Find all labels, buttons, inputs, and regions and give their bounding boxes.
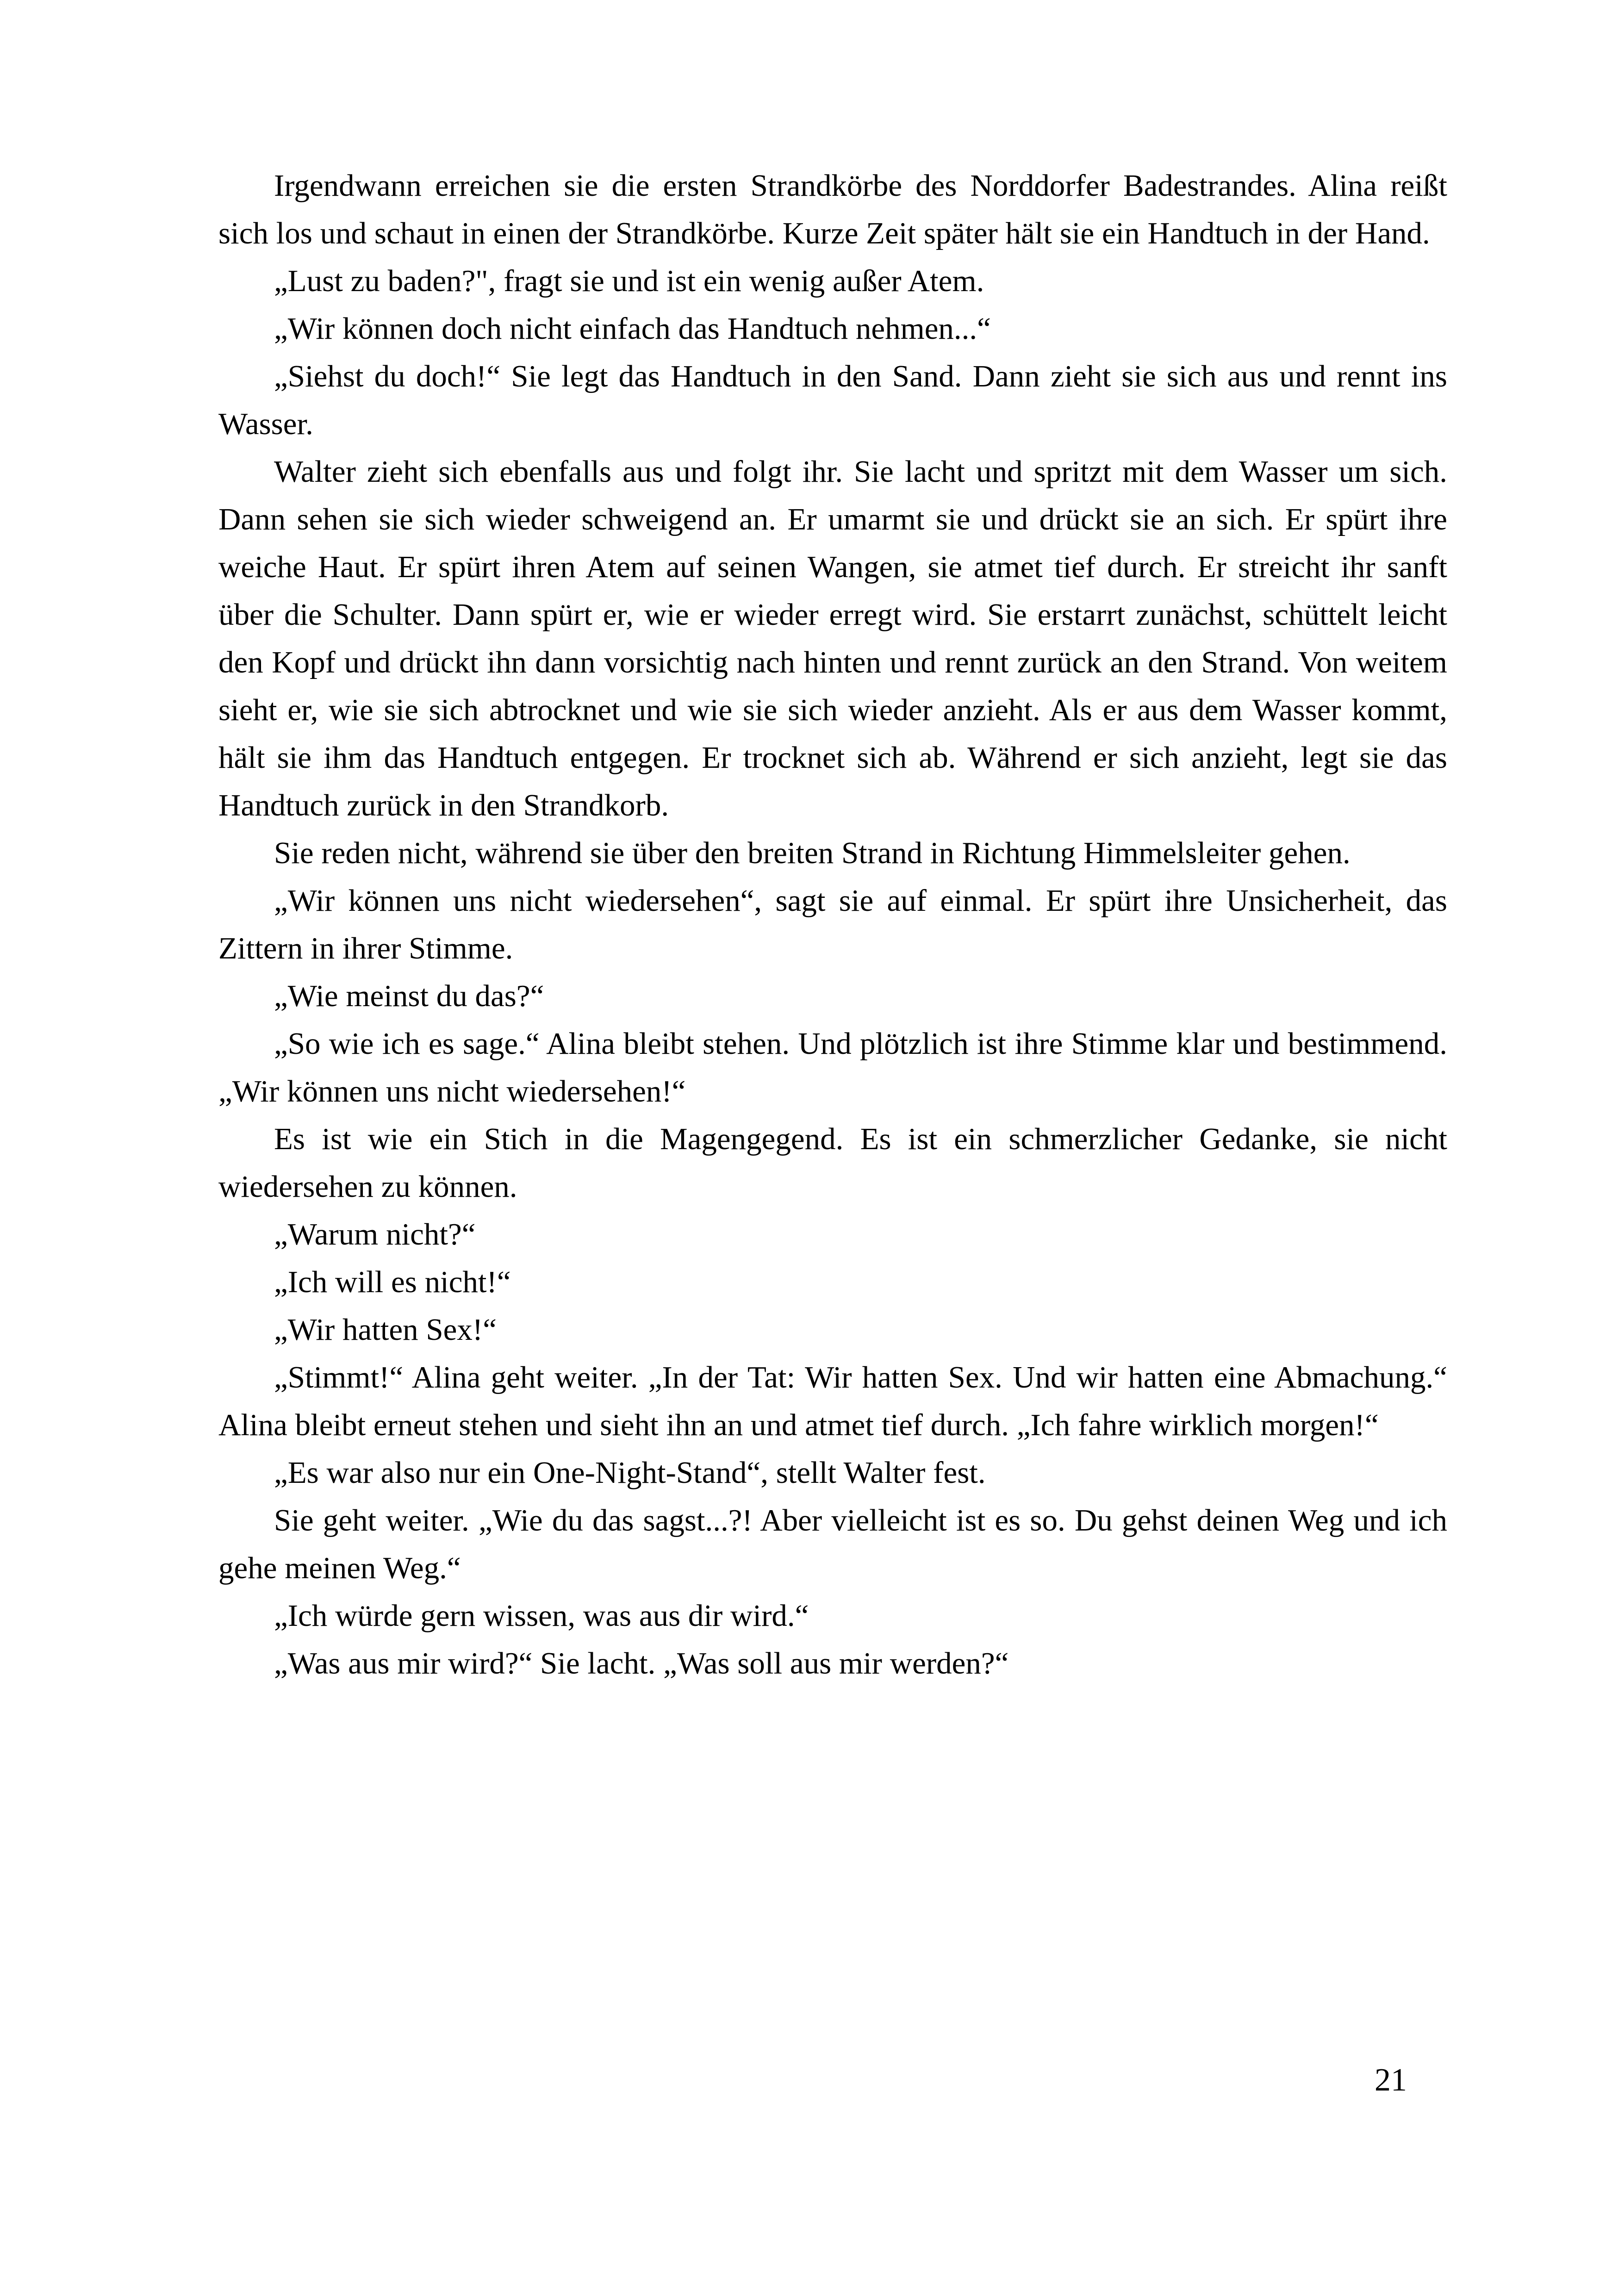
- paragraph: Walter zieht sich ebenfalls aus und folgt ihr. Sie lacht und spritzt mit dem Wasser um sich. Dann sehen sie sich wieder schweigend an. Er umarmt sie und drückt sie an sich. Er spürt ihre weiche Haut. Er spürt ihren Atem auf seinen Wangen, sie atmet tief durch. Er streicht ihr sanft über die Schulter. Dann spürt er, wie er wieder erregt wird. Sie erstarrt zunächst, schüttelt leicht den Kopf und drückt ihn dann vorsichtig nach hinten und rennt zurück an den Strand. Von weitem sieht er, wie sie sich abtrocknet und wie sie sich wieder anzieht. Als er aus dem Wasser kommt, hält sie ihm das Handtuch entgegen. Er trocknet sich ab. Während er sich anzieht, legt sie das Handtuch zurück in den Strandkorb.: [218, 454, 1447, 822]
- paragraph: „Was aus mir wird?“ Sie lacht. „Was soll aus mir werden?“: [274, 1646, 1009, 1680]
- paragraph: „Wie meinst du das?“: [274, 979, 544, 1013]
- paragraph: Sie geht weiter. „Wie du das sagst...?! Aber vielleicht ist es so. Du gehst deinen Weg und ich gehe meinen Weg.“: [218, 1503, 1447, 1585]
- paragraph: Sie reden nicht, während sie über den breiten Strand in Richtung Himmelsleiter gehen.: [274, 836, 1350, 870]
- paragraph: „Es war also nur ein One-Night-Stand“, stellt Walter fest.: [274, 1456, 986, 1490]
- page-number: 21: [1375, 2062, 1407, 2098]
- paragraph: „Siehst du doch!“ Sie legt das Handtuch in den Sand. Dann zieht sie sich aus und rennt ins Wasser.: [218, 359, 1447, 441]
- paragraph: „Wir hatten Sex!“: [274, 1313, 497, 1347]
- paragraph: „Warum nicht?“: [274, 1217, 476, 1251]
- body-text: [218, 162, 1447, 1687]
- paragraph: „Wir können doch nicht einfach das Handtuch nehmen...“: [274, 311, 991, 346]
- paragraph: „Ich würde gern wissen, was aus dir wird.“: [274, 1599, 809, 1633]
- paragraph: Es ist wie ein Stich in die Magengegend. Es ist ein schmerzlicher Gedanke, sie nicht wiedersehen zu können.: [218, 1122, 1447, 1204]
- paragraph: „So wie ich es sage.“ Alina bleibt stehen. Und plötzlich ist ihre Stimme klar und bestimmend. „Wir können uns nicht wiedersehen!“: [218, 1027, 1447, 1108]
- paragraph: „Wir können uns nicht wiedersehen“, sagt sie auf einmal. Er spürt ihre Unsicherheit, das Zittern in ihrer Stimme.: [218, 884, 1447, 965]
- paragraph: „Stimmt!“ Alina geht weiter. „In der Tat: Wir hatten Sex. Und wir hatten eine Abmachung.“ Alina bleibt erneut stehen und sieht ihn an und atmet tief durch. „Ich fahre wirklich morgen!“: [218, 1360, 1447, 1442]
- paragraph: „Ich will es nicht!“: [274, 1265, 511, 1299]
- paragraph: Irgendwann erreichen sie die ersten Strandkörbe des Norddorfer Badestrandes. Alina reißt sich los und schaut in einen der Strandkörbe. Kurze Zeit später hält sie ein Handtuch in der Hand.: [218, 168, 1447, 250]
- paragraph: „Lust zu baden?", fragt sie und ist ein wenig außer Atem.: [274, 264, 984, 298]
